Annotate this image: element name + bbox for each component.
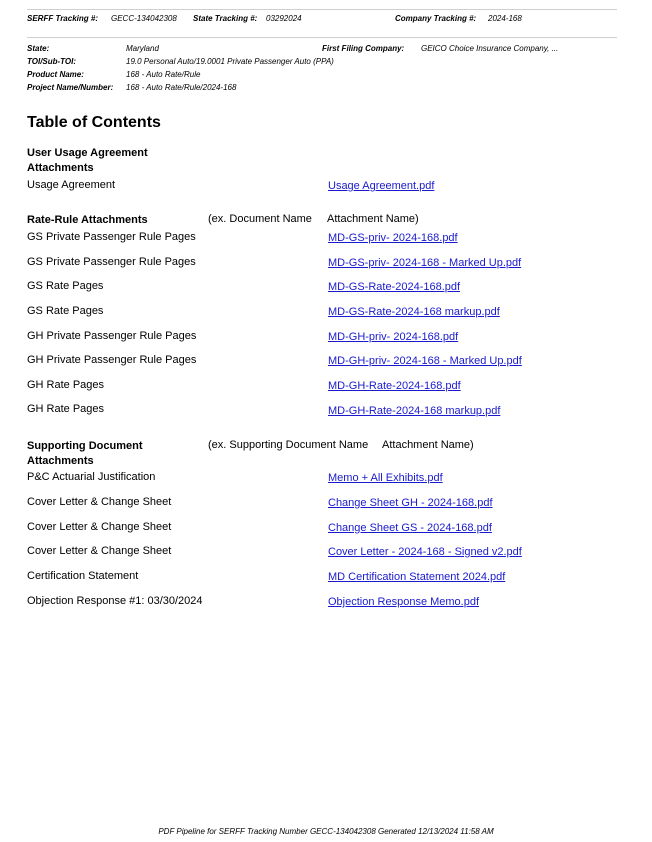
list-item-name: GH Private Passenger Rule Pages [27, 354, 197, 366]
toc-title: Table of Contents [27, 114, 161, 131]
project-value: 168 - Auto Rate/Rule/2024-168 [126, 83, 237, 92]
list-item-name: GH Private Passenger Rule Pages [27, 330, 197, 342]
list-item-name: GH Rate Pages [27, 403, 105, 415]
attachment-link[interactable]: MD-GS-Rate-2024-168.pdf [328, 281, 461, 293]
rate-rule-heading: Rate-Rule Attachments [27, 214, 148, 226]
list-item-name: Certification Statement [27, 570, 139, 582]
supporting-att-note: Attachment Name) [382, 439, 474, 451]
page-footer: PDF Pipeline for SERFF Tracking Number GECC-134042308 Generated 12/13/2024 11:58 AM [158, 827, 494, 836]
state-label: State: [27, 44, 50, 53]
supporting-doc-note: (ex. Supporting Document Name [208, 439, 369, 451]
list-item-name: GS Private Passenger Rule Pages [27, 256, 196, 268]
list-item-name: Cover Letter & Change Sheet [27, 496, 172, 508]
list-item-name: P&C Actuarial Justification [27, 471, 156, 483]
header-top-rule [27, 9, 617, 10]
attachment-link[interactable]: Cover Letter - 2024-168 - Signed v2.pdf [328, 546, 522, 558]
attachment-link[interactable]: Change Sheet GS - 2024-168.pdf [328, 522, 492, 534]
product-name-label: Product Name: [27, 70, 84, 79]
first-filing-value: GEICO Choice Insurance Company, ... [421, 44, 559, 53]
toi-label: TOI/Sub-TOI: [27, 57, 77, 66]
serff-tracking-label: SERFF Tracking #: [27, 14, 98, 23]
product-name-value: 168 - Auto Rate/Rule [126, 70, 201, 79]
attachment-link[interactable]: MD-GS-priv- 2024-168 - Marked Up.pdf [328, 257, 522, 269]
state-tracking-label: State Tracking #: [193, 14, 258, 23]
attachment-link[interactable]: MD Certification Statement 2024.pdf [328, 571, 506, 583]
list-item-name: GS Rate Pages [27, 280, 104, 292]
project-label: Project Name/Number: [27, 83, 114, 92]
list-item-name: Cover Letter & Change Sheet [27, 521, 172, 533]
first-filing-label: First Filing Company: [322, 44, 405, 53]
supporting-heading: Supporting Document Attachments [27, 440, 143, 467]
attachment-link[interactable]: Usage Agreement.pdf [328, 180, 435, 192]
attachment-link[interactable]: MD-GH-priv- 2024-168 - Marked Up.pdf [328, 355, 522, 367]
list-item-name: GS Rate Pages [27, 305, 104, 317]
company-tracking-value: 2024-168 [488, 14, 522, 23]
list-item-name: Cover Letter & Change Sheet [27, 545, 172, 557]
list-item-name: Usage Agreement [27, 179, 116, 191]
company-tracking-label: Company Tracking #: [395, 14, 477, 23]
attachment-link[interactable]: Change Sheet GH - 2024-168.pdf [328, 497, 493, 509]
attachment-link[interactable]: MD-GS-priv- 2024-168.pdf [328, 232, 458, 244]
user-usage-heading: User Usage Agreement Attachments [27, 147, 148, 174]
list-item-name: GS Private Passenger Rule Pages [27, 231, 196, 243]
rate-rule-doc-note: (ex. Document Name [208, 213, 312, 225]
state-value: Maryland [126, 44, 159, 53]
toi-value: 19.0 Personal Auto/19.0001 Private Passenger Auto (PPA) [126, 57, 334, 66]
state-tracking-value: 03292024 [266, 14, 302, 23]
attachment-link[interactable]: Objection Response Memo.pdf [328, 596, 480, 608]
attachment-link[interactable]: MD-GH-Rate-2024-168 markup.pdf [328, 405, 501, 417]
attachment-link[interactable]: MD-GS-Rate-2024-168 markup.pdf [328, 306, 500, 318]
list-item-name: GH Rate Pages [27, 379, 105, 391]
list-item-name: Objection Response #1: 03/30/2024 [27, 595, 203, 607]
attachment-link[interactable]: MD-GH-Rate-2024-168.pdf [328, 380, 461, 392]
rate-rule-att-note: Attachment Name) [327, 213, 419, 225]
serff-tracking-value: GECC-134042308 [111, 14, 177, 23]
header-bottom-rule [27, 37, 617, 38]
attachment-link[interactable]: MD-GH-priv- 2024-168.pdf [328, 331, 459, 343]
attachment-link[interactable]: Memo + All Exhibits.pdf [328, 472, 443, 484]
